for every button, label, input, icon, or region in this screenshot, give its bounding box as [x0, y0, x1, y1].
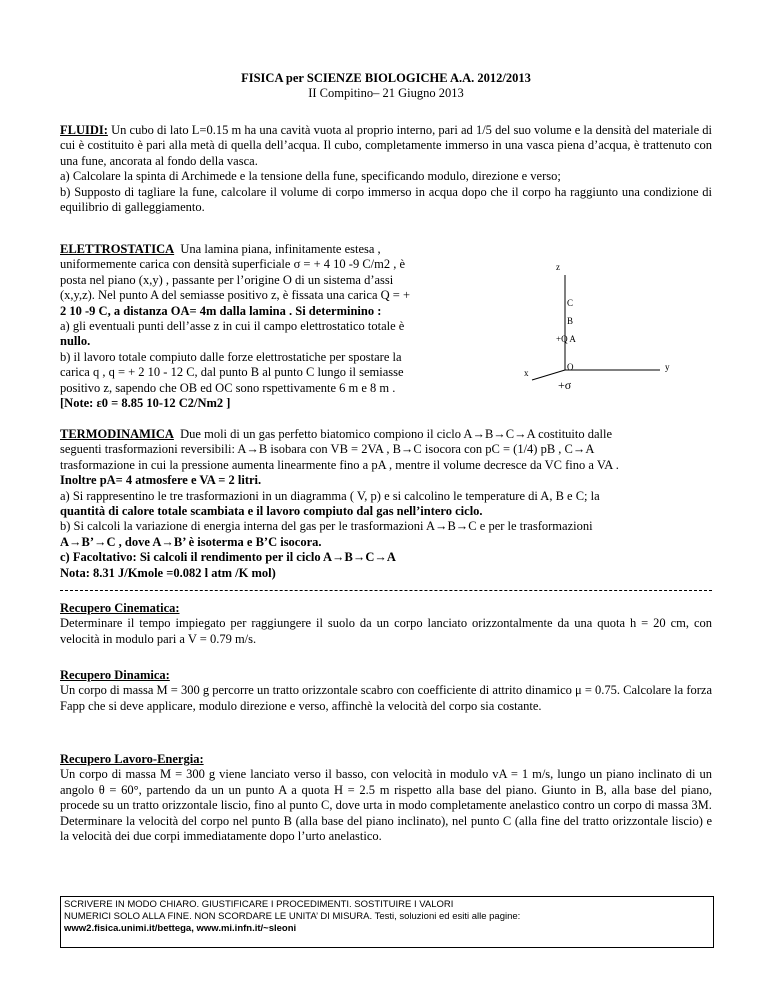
termo-line: quantità di calore totale scambiata e il lavoro compiuto dal gas nell’intero ciclo. — [60, 504, 483, 519]
lavoro-text-2: Determinare la velocità del corpo nel punto B (alla base del piano inclinato), nel punto C (alla fine del tratto orizzontale liscio) e la velocità dei due corpi immediatamente dopo l’urto anelastico. — [60, 813, 712, 844]
c-label: C — [567, 298, 574, 308]
lavoro-text-1: Un corpo di massa M = 300 g viene lanciato verso il basso, con velocità in modulo vA = 1 m/s, lungo un piano inclinato di un angolo θ = 60°, partendo da un un punto A a quota H = 2.5 m rispetto alla base del piano. Giunto in B, alla base del piano, procede su un tratto orizzontale liscio, fino al punto C, dove urta in modo completamente anelastico contro un corpo di massa 3M. — [60, 767, 712, 813]
x-label: x — [524, 368, 529, 378]
cinematica-text: Determinare il tempo impiegato per raggiungere il suolo da un corpo lanciato orizzontalmente da una quota h = 20 cm, con velocità in modulo pari a V = 0.79 m/s. — [60, 616, 712, 646]
termo-line: Nota: 8.31 J/Kmole =0.082 l atm /K mol) — [60, 565, 276, 580]
termo-line: c) Facoltativo: Si calcoli il rendimento per il ciclo A→B→C→A — [60, 550, 396, 565]
axes-diagram — [510, 250, 710, 390]
elettro-heading: ELETTROSTATICA — [60, 242, 175, 256]
exam-title: FISICA per SCIENZE BIOLOGICHE A.A. 2012/2013 — [241, 71, 531, 85]
divider — [60, 590, 712, 591]
fluidi-heading: FLUIDI: — [60, 123, 108, 137]
elettro-line: a) gli eventuali punti dell’asse z in cui il campo elettrostatico totale è — [60, 319, 405, 334]
instructions-line: NUMERICI SOLO ALLA FINE. NON SCORDARE LE UNITA’ DI MISURA. Testi, soluzioni ed esiti alle pagine: — [64, 911, 521, 922]
elettro-line: positivo z, sapendo che OB ed OC sono rspettivamente 6 m e 8 m . — [60, 380, 396, 395]
b-label: B — [567, 316, 574, 326]
section-cinematica — [60, 601, 712, 647]
fluidi-question-b: b) Supposto di tagliare la fune, calcolare il volume di corpo immerso in acqua dopo che il corpo ha raggiunto una condizione di equilibrio di galleggiamento. — [60, 184, 712, 215]
instructions-line: SCRIVERE IN MODO CHIARO. GIUSTIFICARE I PROCEDIMENTI. SOSTITUIRE I VALORI — [64, 899, 454, 910]
axes-svg — [510, 250, 710, 390]
elettro-line: 2 10 -9 C, a distanza OA= 4m dalla lamina . Si determinino : — [60, 303, 382, 318]
termo-heading: TERMODINAMICA — [60, 427, 174, 441]
section-lavoro-energia — [60, 752, 712, 844]
cinematica-heading: Recupero Cinematica: — [60, 601, 180, 615]
termo-line: Inoltre pA= 4 atmosfere e VA = 2 litri. — [60, 473, 262, 488]
o-label: O — [567, 362, 574, 372]
y-label: y — [665, 362, 670, 372]
section-dinamica — [60, 668, 712, 714]
exam-subtitle: II Compitino– 21 Giugno 2013 — [308, 86, 464, 100]
section-termodinamica — [60, 427, 712, 581]
termo-line: Due moli di un gas perfetto biatomico compiono il ciclo A→B→C→A costituito dalle — [180, 427, 613, 441]
elettro-line: [Note: ε0 = 8.85 10-12 C2/Nm2 ] — [60, 396, 231, 411]
dinamica-heading: Recupero Dinamica: — [60, 668, 170, 682]
elettro-line: posta nel piano (x,y) , passante per l’origine O di un sistema d’assi — [60, 272, 394, 287]
section-elettrostatica — [60, 242, 480, 411]
elettro-line: uniformemente carica con densità superficiale σ = + 4 10 -9 C/m2 , è — [60, 257, 406, 272]
sigma-label: +σ — [558, 378, 572, 392]
fluidi-question-a: a) Calcolare la spinta di Archimede e la tensione della fune, specificando modulo, direzione e verso; — [60, 169, 561, 184]
termo-line: trasformazione in cui la pressione aumenta linearmente fino a pA , mentre il volume decresce da VC fino a VA . — [60, 457, 619, 472]
elettro-line: nullo. — [60, 334, 91, 349]
elettro-line: b) il lavoro totale compiuto dalle forze elettrostatiche per spostare la — [60, 349, 402, 364]
termo-line: a) Si rappresentino le tre trasformazioni in un diagramma ( V, p) e si calcolino le temperature di A, B e C; la — [60, 488, 600, 503]
termo-line: seguenti trasformazioni reversibili: A→B isobara con VB = 2VA , B→C isocora con pC = (1/4) pB , C→A — [60, 442, 595, 457]
instructions-links: www2.fisica.unimi.it/bettega, www.mi.infn.it/~sleoni — [64, 923, 297, 934]
instructions-box — [60, 896, 714, 948]
termo-line: b) Si calcoli la variazione di energia interna del gas per le trasformazioni A→B→C e per le trasformazioni — [60, 519, 593, 534]
z-label: z — [556, 262, 560, 272]
fluidi-text: Un cubo di lato L=0.15 m ha una cavità vuota al proprio interno, pari ad 1/5 del suo volume e la densità del materiale di cui è costituito è pari alla metà di quella dell’acqua. Il cubo, completamente immerso in una vasca piena d’acqua, è trattenuto con una fune, ancorata al fondo della vasca. — [60, 123, 713, 168]
elettro-line: Una lamina piana, infinitamente estesa , — [180, 242, 381, 256]
section-fluidi — [60, 123, 712, 215]
elettro-line: (x,y,z). Nel punto A del semiasse positivo z, è fissata una carica Q = + — [60, 288, 410, 303]
qa-label: +Q A — [556, 334, 576, 344]
dinamica-text: Un corpo di massa M = 300 g percorre un tratto orizzontale scabro con coefficiente di attrito dinamico μ = 0.75. Calcolare la forza Fapp che si deve applicare, modulo direzione e verso, affinchè la velocità del corpo sia costante. — [60, 683, 712, 713]
elettro-line: carica q , q = + 2 10 - 12 C, dal punto B al punto C lungo il semiasse — [60, 365, 404, 380]
termo-line: A→B’→C , dove A→B’ è isoterma e B’C isocora. — [60, 534, 322, 549]
lavoro-heading: Recupero Lavoro-Energia: — [60, 752, 204, 766]
